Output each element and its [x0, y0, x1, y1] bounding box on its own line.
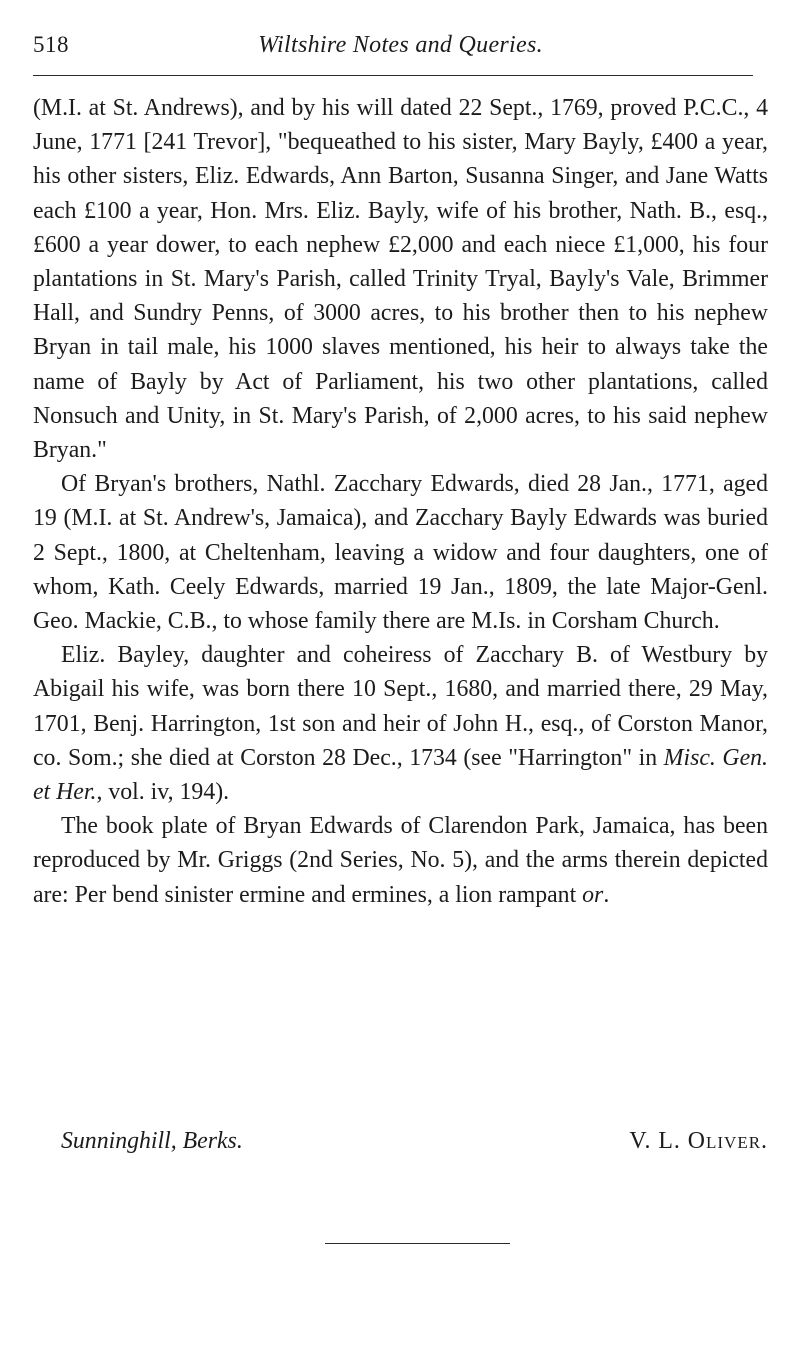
paragraph-3-text-before: Eliz. Bayley, daughter and coheiress of Zacchary B. of Westbury by Abigail his wife, was born there 10 Sept., 1680, and married there, 29 May, 1701, Benj. Harrington, 1st son and heir of John H., esq., of Corston Manor, co. Som.; she died at Corston 28 Dec., 1734 (see "Harrington" in — [33, 642, 768, 771]
paragraph-1: (M.I. at St. Andrews), and by his will dated 22 Sept., 1769, proved P.C.C., 4 June, 1771 [241 Trevor], "bequeathed to his sister, Mary Bayly, £400 a year, his other sisters, Eliz. Edwards, Ann Barton, Susanna Singer, and Jane Watts each £100 a year, Hon. Mrs. Eliz. Bayly, wife of his brother, Nath. B., esq., £600 a year dower, to each nephew £2,000 and each niece £1,000, his four plantations in St. Mary's Parish, called Trinity Tryal, Bayly's Vale, Brimmer Hall, and Sundry Penns, of 3000 acres, to his brother then to his nephew Bryan in tail male, his 1000 slaves mentioned, his heir to always take the name of Bayly by Act of Parliament, his two other plantations, called Nonsuch and Unity, in St. Mary's Parish, of 2,000 acres, to his said nephew Bryan." — [33, 95, 768, 464]
paragraph-3-text-after: , vol. iv, 194). — [96, 779, 230, 806]
paragraph-4 — [33, 809, 768, 912]
header-rule — [33, 75, 753, 76]
paragraph-4-italic-tincture: or — [582, 881, 604, 908]
paragraph-4-text-before: The book plate of Bryan Edwards of Clarendon Park, Jamaica, has been reproduced by Mr. Griggs (2nd Series, No. 5), and the arms therein depicted are: Per bend sinister ermine and ermines, a lion rampant — [33, 813, 768, 908]
running-title: Wiltshire Notes and Queries. — [258, 32, 543, 58]
signature-author: V. L. Oliver. — [629, 1128, 768, 1154]
end-rule — [325, 1243, 510, 1244]
paragraph-2: Of Bryan's brothers, Nathl. Zacchary Edwards, died 28 Jan., 1771, aged 19 (M.I. at St. Andrew's, Jamaica), and Zacchary Bayly Edwards was buried 2 Sept., 1800, at Cheltenham, leaving a widow and four daughters, one of whom, Kath. Ceely Edwards, married 19 Jan., 1809, the late Major-Genl. Geo. Mackie, C.B., to whose family there are M.Is. in Corsham Church. — [33, 471, 768, 635]
page-number: 518 — [33, 32, 69, 57]
signature-place: Sunninghill, Berks. — [61, 1128, 243, 1154]
signature-line — [33, 1124, 768, 1158]
paragraph-4-text-after: . — [603, 881, 610, 908]
paragraph-3-italic-citation: Misc. Gen. et Her. — [33, 744, 768, 806]
article-body — [33, 91, 768, 912]
page-header — [33, 28, 768, 64]
paragraph-3 — [33, 638, 768, 809]
